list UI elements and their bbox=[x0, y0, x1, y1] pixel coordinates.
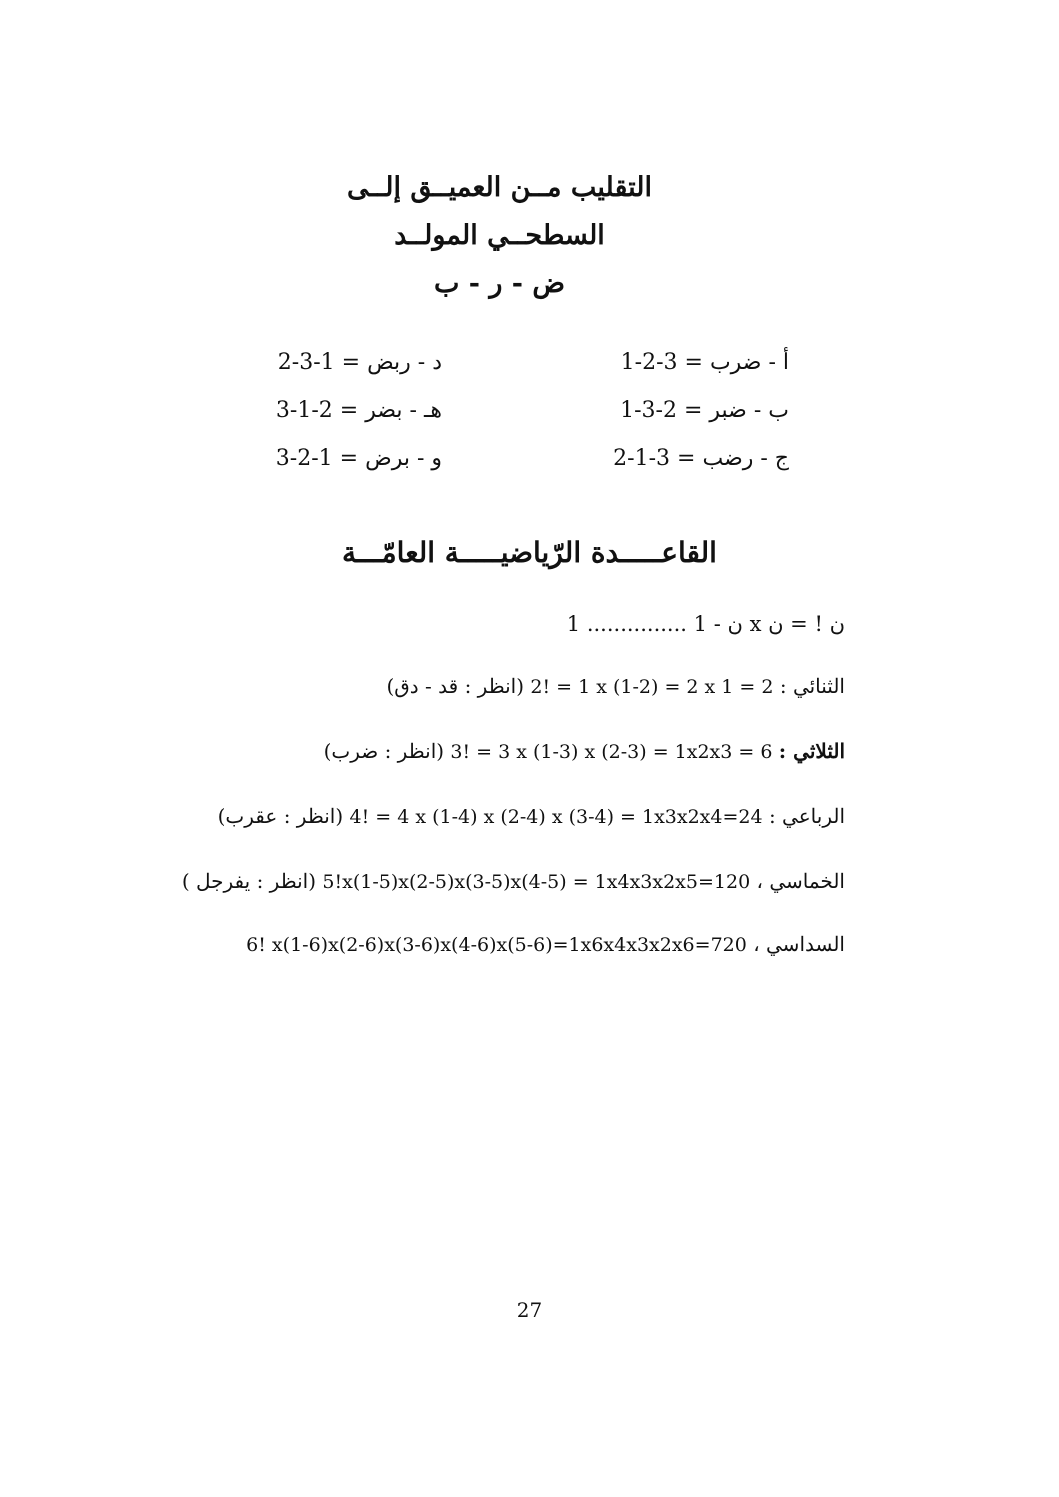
permutation-label: و - برض bbox=[365, 446, 442, 471]
permutation-label: د - ربض bbox=[367, 350, 442, 375]
formula-note: (انظر : يفرجل ) bbox=[181, 869, 317, 893]
permutation-code: 3-2-1 bbox=[620, 350, 678, 375]
formula-label: الثنائي : bbox=[779, 674, 845, 698]
permutation-code: 1-3-2 bbox=[277, 350, 335, 375]
formula-row bbox=[182, 869, 845, 893]
permutation-row: ج - رضب = 3-1-2 bbox=[613, 446, 789, 471]
formula-row bbox=[246, 932, 845, 956]
permutation-label: أ - ضرب bbox=[709, 350, 789, 375]
permutation-code: 2-3-1 bbox=[620, 398, 677, 423]
formula-equation: 6! x(1-6)x(2-6)x(3-6)x(4-6)x(5-6)=1x6x4x3x2x6=720 bbox=[246, 934, 747, 956]
permutation-label: هـ - بضر bbox=[365, 398, 442, 423]
rule-title: القاعـــــدة الرّياضيـــــة العامّـــة bbox=[342, 536, 717, 569]
permutation-row: د - ربض = 1-3-2 bbox=[277, 350, 442, 375]
permutation-label: ج - رضب bbox=[702, 446, 789, 471]
formula-row bbox=[386, 674, 845, 698]
general-formula: ن ! = ن x ن - 1 ............... 1 bbox=[566, 612, 845, 636]
permutation-code: 2-1-3 bbox=[275, 398, 333, 423]
formula-note: (انظر : عقرب) bbox=[217, 804, 344, 828]
permutation-row: ب - ضبر = 2-3-1 bbox=[620, 398, 789, 423]
permutation-label: ب - ضبر bbox=[709, 398, 789, 423]
permutation-code: 1-2-3 bbox=[275, 446, 333, 471]
permutation-row: هـ - بضر = 2-1-3 bbox=[275, 398, 442, 423]
formula-note: (انظر : ضرب) bbox=[323, 739, 445, 763]
title-line-2: السطحــي المولــد bbox=[394, 220, 605, 251]
formula-equation: 5!x(1-5)x(2-5)x(3-5)x(4-5) = 1x4x3x2x5=120 bbox=[322, 871, 751, 893]
formula-equation: 2! = 1 x (1-2) = 2 x 1 = 2 bbox=[530, 676, 774, 698]
formula-note: (انظر : قد - دق) bbox=[386, 674, 525, 698]
permutation-code: 3-1-2 bbox=[613, 446, 671, 471]
title-line-3: ض - ر - ب bbox=[433, 268, 566, 299]
formula-row bbox=[324, 739, 845, 763]
formula-label: السداسي ، bbox=[753, 932, 845, 956]
formula-label: الرباعي : bbox=[768, 804, 845, 828]
formula-label: الخماسي ، bbox=[756, 869, 845, 893]
formula-label: الثلاثي : bbox=[778, 739, 845, 763]
page-number: 27 bbox=[516, 1298, 543, 1322]
formula-row bbox=[218, 804, 845, 828]
formula-equation: 4! = 4 x (1-4) x (2-4) x (3-4) = 1x3x2x4=24 bbox=[349, 806, 763, 828]
title-line-1: التقليب مــن العميــق إلــى bbox=[346, 172, 653, 203]
permutation-row: أ - ضرب = 3-2-1 bbox=[620, 350, 789, 375]
formula-equation: 3! = 3 x (1-3) x (2-3) = 1x2x3 = 6 bbox=[450, 741, 773, 763]
permutation-row: و - برض = 1-2-3 bbox=[275, 446, 442, 471]
